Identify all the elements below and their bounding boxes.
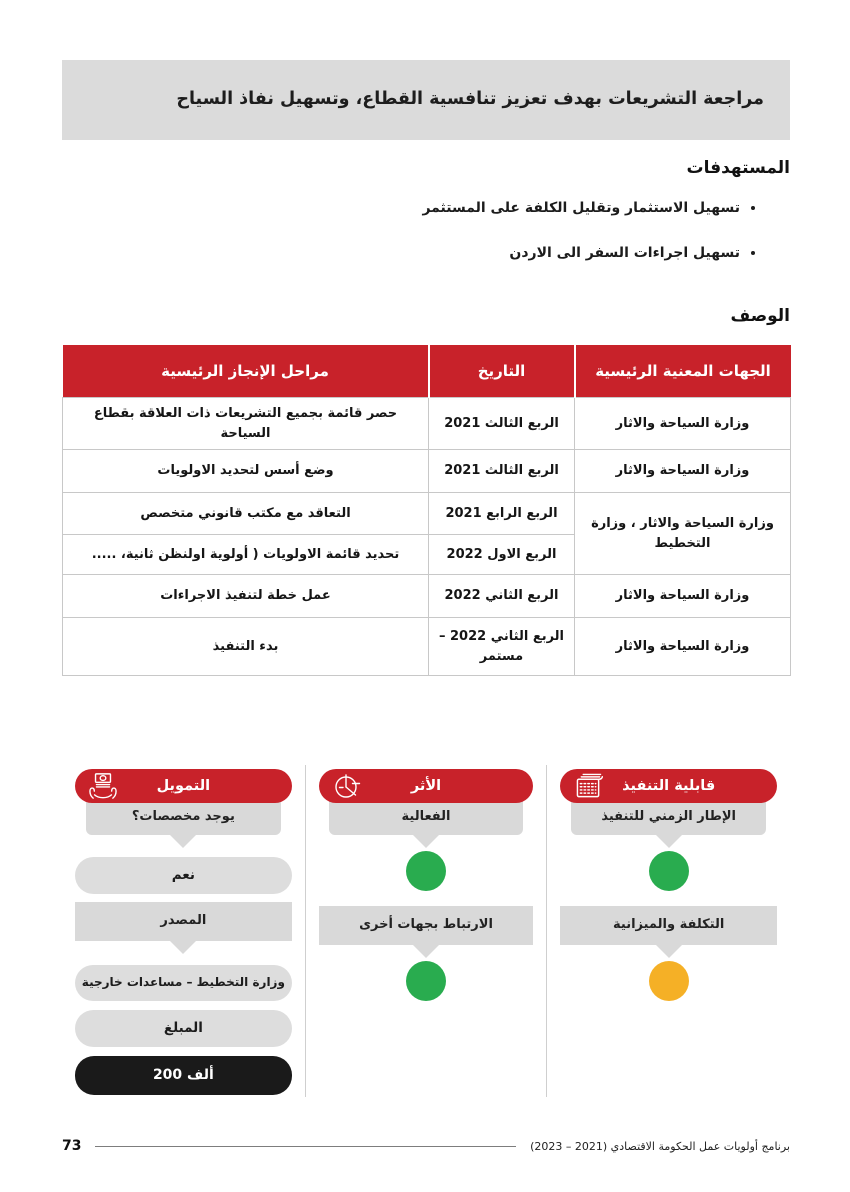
- table-row: [63, 493, 791, 535]
- table-row: [63, 618, 791, 676]
- table-row: [63, 398, 791, 450]
- table-row: [63, 575, 791, 618]
- stage-cell: بدء التنفيذ: [63, 618, 429, 676]
- funding-source-value: وزارة التخطيط – مساعدات خارجية: [75, 965, 292, 1001]
- calendar-icon: [573, 773, 605, 800]
- status-dot: [406, 961, 446, 1001]
- entity-cell: وزارة السياحة والاثار: [575, 618, 791, 676]
- funding-amount-label: المبلغ: [75, 1010, 292, 1048]
- target-item: • تسهيل اجراءات السفر الى الاردن: [422, 243, 740, 263]
- col-header-stages: مراحل الإنجاز الرئيسية: [63, 345, 429, 398]
- date-cell: الربع الرابع 2021: [429, 493, 575, 535]
- table-row: [63, 450, 791, 493]
- stage-cell: تحديد قائمة الاولويات ( أولوية اولنظن ثانية، .....: [63, 535, 429, 575]
- impact-item-label: الفعالية: [329, 795, 522, 835]
- feasibility-item-label: التكلفة والميزانية: [560, 906, 777, 945]
- entity-cell-merged: وزارة السياحة والاثار ، وزارة التخطيط: [575, 493, 791, 575]
- table-header-row: [63, 345, 791, 398]
- funding-title: التمويل: [156, 778, 211, 794]
- funding-amount-value: 200 ألف: [75, 1056, 292, 1094]
- date-cell: الربع الثالث 2021: [429, 450, 575, 493]
- status-panels: [62, 765, 790, 1097]
- status-dot: [649, 851, 689, 891]
- date-cell: الربع الثاني 2022 – مستمر: [429, 618, 575, 676]
- page-title-banner: [62, 60, 790, 140]
- funding-question: يوجد مخصصات؟: [86, 795, 281, 835]
- funding-header: [75, 769, 292, 803]
- targets-heading: المستهدفات: [686, 158, 790, 178]
- feasibility-header: [560, 769, 777, 803]
- status-dot: [406, 851, 446, 891]
- panel-feasibility: [547, 765, 790, 1097]
- feasibility-item-label: الإطار الزمني للتنفيذ: [571, 795, 766, 835]
- stage-cell: التعاقد مع مكتب قانوني متخصص: [63, 493, 429, 535]
- page-footer: [62, 1138, 790, 1154]
- footer-divider-line: [95, 1146, 516, 1147]
- funding-answer: نعم: [75, 857, 292, 895]
- status-dot: [649, 961, 689, 1001]
- col-header-date: التاريخ: [429, 345, 575, 398]
- stage-cell: عمل خطة لتنفيذ الاجراءات: [63, 575, 429, 618]
- date-cell: الربع الثالث 2021: [429, 398, 575, 450]
- stage-cell: وضع أسس لتحديد الاولويات: [63, 450, 429, 493]
- impact-item-label: الارتباط بجهات أخرى: [319, 906, 534, 945]
- entity-cell: وزارة السياحة والاثار: [575, 575, 791, 618]
- stage-cell: حصر قائمة بجميع التشريعات ذات العلاقة بقطاع السياحة: [63, 398, 429, 450]
- description-heading: الوصف: [730, 306, 790, 326]
- entity-cell: وزارة السياحة والاثار: [575, 450, 791, 493]
- date-cell: الربع الاول 2022: [429, 535, 575, 575]
- money-hands-icon: [88, 772, 118, 800]
- page-title: مراجعة التشريعات بهدف تعزيز تنافسية القطاع، وتسهيل نفاذ السياح: [176, 89, 764, 110]
- feasibility-title: قابلية التنفيذ: [622, 778, 716, 794]
- targets-list: [422, 198, 760, 289]
- footer-program-title: برنامج أولويات عمل الحكومة الاقتصادي (2021 – 2023): [530, 1139, 790, 1153]
- impact-title: الأثر: [410, 778, 442, 794]
- page-number: 73: [62, 1138, 82, 1154]
- pie-chart-icon: [332, 772, 362, 800]
- panel-impact: [305, 765, 548, 1097]
- panel-funding: [62, 765, 305, 1097]
- description-table: [62, 345, 791, 676]
- funding-source-label: المصدر: [75, 902, 292, 941]
- date-cell: الربع الثاني 2022: [429, 575, 575, 618]
- col-header-entities: الجهات المعنية الرئيسية: [575, 345, 791, 398]
- impact-header: [319, 769, 534, 803]
- entity-cell: وزارة السياحة والاثار: [575, 398, 791, 450]
- target-item: • تسهيل الاستثمار وتقليل الكلفة على المستثمر: [422, 198, 740, 218]
